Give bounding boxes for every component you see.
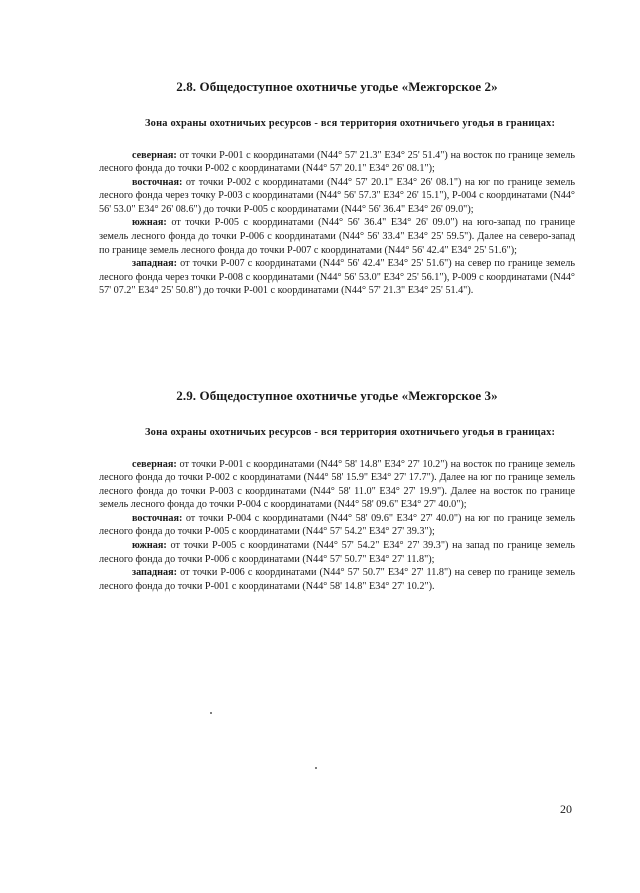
- border-direction: западная:: [132, 258, 178, 270]
- border-east: [99, 512, 575, 539]
- border-description: от точки Р-005 с координатами (N44° 57' 54.2" E34° 27' 39.3") на запад по границе земель лесного фонда до точки Р-006 с координатами (N44° 57' 50.7" E34° 27' 11.8");: [99, 540, 575, 565]
- border-description: от точки Р-005 с координатами (N44° 56' 36.4" E34° 26' 09.0") на юго-запад по границе земель лесного фонда до точки Р-006 с координатами (N44° 56' 33.4" E34° 25' 59.5"). Далее на северо-запад по границе земель лесного фонда до точки Р-007 с координатами (N44° 56' 42.4" E34° 25' 51.6");: [99, 217, 575, 256]
- border-west: [99, 566, 575, 593]
- border-direction: северная:: [132, 149, 177, 161]
- border-direction: северная:: [132, 458, 177, 470]
- page-number: 20: [560, 802, 572, 816]
- border-description: от точки Р-006 с координатами (N44° 57' 50.7" E34° 27' 11.8") на север по границе земель лесного фонда до точки Р-001 с координатами (N44° 58' 14.8" E34° 27' 10.2").: [99, 567, 575, 592]
- border-direction: восточная:: [132, 512, 183, 524]
- section-title: 2.9. Общедоступное охотничье угодье «Межгорское 3»: [176, 388, 498, 403]
- scan-speck: [315, 767, 317, 769]
- border-direction: южная:: [132, 540, 167, 552]
- border-description: от точки Р-002 с координатами (N44° 57' 20.1" E34° 26' 08.1") на юг по границе земель лесного фонда через точку Р-003 с координатами (N44° 56' 57.3" E34° 26' 15.1"), Р-004 с координатами (N44° 56' 53.0" E34° 26' 08.6") до точки Р-005 с координатами (N44° 56' 36.4" E34° 26' 09.0");: [99, 176, 575, 215]
- section-2-9: [99, 388, 575, 593]
- border-direction: восточная:: [132, 176, 183, 188]
- border-direction: западная:: [132, 567, 178, 579]
- border-description: от точки Р-001 с координатами (N44° 57' 21.3" E34° 25' 51.4") на восток по границе земель лесного фонда до точки Р-002 с координатами (N44° 57' 20.1" E34° 26' 08.1");: [99, 149, 575, 175]
- section-2-8: [99, 79, 575, 298]
- border-north: [99, 458, 575, 512]
- border-description: от точки Р-001 с координатами (N44° 58' 14.8" E34° 27' 10.2") на восток по границе земель лесного фонда до точки Р-002 с координатами (N44° 58' 15.9" E34° 27' 17.7"). Далее на юг по границе земель лесного фонда до точки Р-003 с координатами (N44° 58' 11.0" E34° 27' 19.9"). Далее на восток по границе земель лесного фонда до точки Р-004 с координатами (N44° 58' 09.6" E34° 27' 40.0");: [99, 458, 575, 511]
- border-direction: южная:: [132, 217, 167, 229]
- border-east: [99, 176, 575, 217]
- section-intro: Зона охраны охотничьих ресурсов - вся территория охотничьего угодья в границах:: [145, 118, 556, 129]
- border-description: от точки Р-007 с координатами (N44° 56' 42.4" E34° 25' 51.6") на север по границе земель лесного фонда через точки Р-008 с координатами (N44° 56' 53.0" E34° 25' 56.1"), Р-009 с координатами (N44° 57' 07.2" E34° 25' 50.8") до точки Р-001 с координатами (N44° 57' 21.3" E34° 25' 51.4").: [99, 258, 575, 297]
- section-title: 2.8. Общедоступное охотничье угодье «Межгорское 2»: [176, 79, 498, 94]
- scan-speck: [210, 712, 212, 714]
- section-intro: Зона охраны охотничьих ресурсов - вся территория охотничьего угодья в границах:: [145, 427, 556, 438]
- border-west: [99, 257, 575, 298]
- border-south: [99, 216, 575, 257]
- border-south: [99, 539, 575, 566]
- border-description: от точки Р-004 с координатами (N44° 58' 09.6" E34° 27' 40.0") на юг по границе земель лесного фонда до точки Р-005 с координатами (N44° 57' 54.2" E34° 27' 39.3");: [99, 512, 575, 538]
- border-north: [99, 149, 575, 176]
